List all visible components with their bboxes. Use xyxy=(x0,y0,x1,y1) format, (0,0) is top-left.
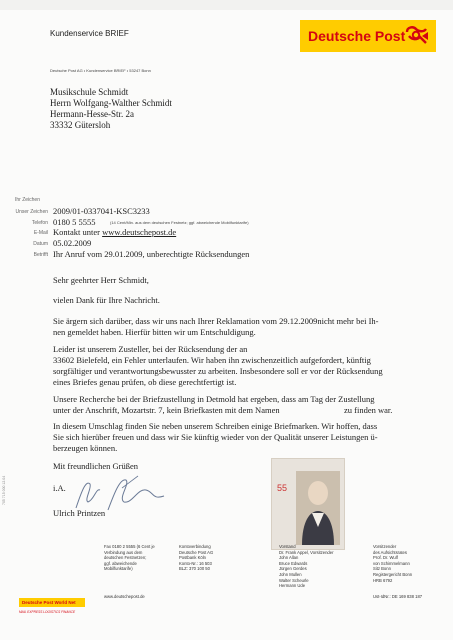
footer-bank xyxy=(179,544,213,572)
ihr-zeichen-label: Ihr Zeichen xyxy=(14,197,40,203)
paragraph-3-line-4: eines Briefes genau prüfen, ob diese gerechtfertigt ist. xyxy=(53,377,237,387)
service-title: Kundenservice BRIEF xyxy=(50,29,129,38)
footer-board-line: Walter Scheurle xyxy=(279,577,309,583)
post-horn-icon xyxy=(404,24,430,48)
paragraph-4-line-1: Unsere Recherche bei der Briefzustellung in Detmold hat ergeben, dass am Tag der Zustellung xyxy=(53,394,375,404)
stamp-value: 55 xyxy=(277,483,288,493)
footer-contact xyxy=(104,544,155,572)
recipient-line-3: Hermann-Hesse-Str. 2a xyxy=(50,109,134,119)
paragraph-2-line-1: Sie ärgern sich darüber, dass wir uns nach Ihrer Reklamation vom 29.12.2009nicht mehr bei Ih- xyxy=(53,316,379,326)
footer-board-line: Jürgen Gerdes xyxy=(279,566,307,572)
paragraph-2-line-2: nen gemeldet haben. Hierfür bitten wir um Entschuldigung. xyxy=(53,327,256,337)
footer-supervisory-line: HRB 6792 xyxy=(373,577,393,583)
footer-supervisory-line: des Aufsichtsrates xyxy=(373,549,407,555)
datum-value: 05.02.2009 xyxy=(53,238,92,248)
footer-bank-line: Postbank Köln xyxy=(179,555,207,561)
footer-board-line: John Mullen xyxy=(279,571,302,577)
footer-tagline: MAIL EXPRESS LOGISTICS FINANCE xyxy=(19,610,76,614)
telefon-value: 0180 5 5555 xyxy=(53,217,96,227)
unser-zeichen-value: 2009/01-0337041-KSC3233 xyxy=(53,206,150,216)
salutation: Sehr geehrter Herr Schmidt, xyxy=(53,275,149,285)
deutsche-post-world-net-logo xyxy=(19,598,85,607)
stamp-portrait-icon xyxy=(296,471,340,545)
footer-board-line: John Allan xyxy=(279,555,299,561)
email-label: E-Mail xyxy=(33,230,48,236)
datum-label: Datum xyxy=(33,241,48,247)
signer-name: Ulrich Printzen xyxy=(53,508,106,518)
paragraph-5-line-1: In diesem Umschlag finden Sie neben unserem Schreiben einige Briefmarken. Wir hoffen, dass xyxy=(53,421,378,431)
paragraph-4-line-2-end: zu finden war. xyxy=(344,405,393,415)
deutsche-post-logo xyxy=(300,20,436,52)
recipient-line-4: 33332 Gütersloh xyxy=(50,120,111,130)
paragraph-1: vielen Dank für Ihre Nachricht. xyxy=(53,295,160,305)
betreff-label: Betrifft xyxy=(33,252,48,258)
ia-label: i.A. xyxy=(53,483,66,493)
telefon-label: Telefon xyxy=(31,220,48,226)
footer-contact-line: Verbindung aus dem xyxy=(104,549,143,555)
footer-bank-line: Kontoverbindung xyxy=(179,544,211,549)
footer-website[interactable]: www.deutschepost.de xyxy=(104,594,145,599)
footer-ust-id: Ust-IdNr.: DE 169 838 187 xyxy=(373,594,423,599)
footer-supervisory xyxy=(373,544,412,583)
footer-contact-line: Fax 0180 2 5555 (6 Cent je xyxy=(104,544,155,549)
email-prefix: Kontakt unter xyxy=(53,227,100,237)
closing: Mit freundlichen Grüßen xyxy=(53,461,138,471)
paragraph-3-line-2: 33602 Bielefeld, ein Fehler unterlaufen. Wir haben ihn zwischenzeitlich aufgefordert, künftig xyxy=(53,355,371,365)
sender-line: Deutsche Post AG • Kundenservice BRIEF • 53247 Bonn xyxy=(50,68,151,73)
footer-contact-line: Mobilfunktarife) xyxy=(104,566,133,572)
footer-bank-line: BLZ: 370 100 50 xyxy=(179,566,210,572)
website-link[interactable]: www.deutschepost.de xyxy=(102,227,177,237)
footer-supervisory-line: Vorsitzender xyxy=(373,544,397,549)
scan-edge xyxy=(0,0,453,10)
footer-board-line: Bruce Edwards xyxy=(279,560,308,566)
footer-contact-line: deutschen Festnetzen; xyxy=(104,555,147,561)
unser-zeichen-label: Unser Zeichen xyxy=(15,209,48,215)
footer-supervisory-line: Sitz Bonn xyxy=(373,566,391,572)
footer-bank-line: Konto-Nr.: 16 503 xyxy=(179,560,212,566)
footer-supervisory-line: Prof. Dr. Wulf xyxy=(373,555,398,561)
postage-stamp xyxy=(271,458,345,550)
betreff-value: Ihr Anruf vom 29.01.2009, unberechtigte Rücksendungen xyxy=(53,249,250,259)
recipient-line-1: Musikschule Schmidt xyxy=(50,87,129,97)
telefon-note: (14 Cent/Min. aus dem deutschen Festnetz; ggf. abweichende Mobilfunktarife) xyxy=(110,220,249,225)
dpwn-logo-text: Deutsche Post World Net xyxy=(22,599,76,605)
recipient-line-2: Herrn Wolfgang-Walther Schmidt xyxy=(50,98,172,108)
footer-board-line: Dr. Frank Appel, Vorsitzender xyxy=(279,549,334,555)
paragraph-5-line-2: Sie sich hierüber freuen und dass wir Sie künftig wieder von der Qualität unserer Leistungen ü- xyxy=(53,432,378,442)
footer-board-line: Vorstand xyxy=(279,544,296,549)
paragraph-3-line-1: Leider ist unserem Zusteller, bei der Rücksendung der an xyxy=(53,344,248,354)
footer-board-line: Hermann Ude xyxy=(279,583,306,589)
footer-bank-line: Deutsche Post AG xyxy=(179,549,214,555)
footer-board xyxy=(279,544,333,589)
side-form-code: 705 715 000 12.04 xyxy=(2,475,6,505)
footer-supervisory-line: Registergericht Bonn xyxy=(373,571,413,577)
paragraph-5-line-3: berzeugen können. xyxy=(53,443,118,453)
paragraph-3-line-3: sorgfältiger und verantwortungsbewusster zu arbeiten. Insbesondere soll er vor der Rücksendung xyxy=(53,366,383,376)
footer-contact-line: ggf. abweichende xyxy=(104,560,137,566)
footer-supervisory-line: von Schimmelmann xyxy=(373,560,410,566)
paragraph-4-line-2: unter der Anschrift, Mozartstr. 7, kein Briefkasten mit dem Namen xyxy=(53,405,280,415)
email-line xyxy=(53,227,176,237)
brand-name: Deutsche Post xyxy=(308,28,406,44)
